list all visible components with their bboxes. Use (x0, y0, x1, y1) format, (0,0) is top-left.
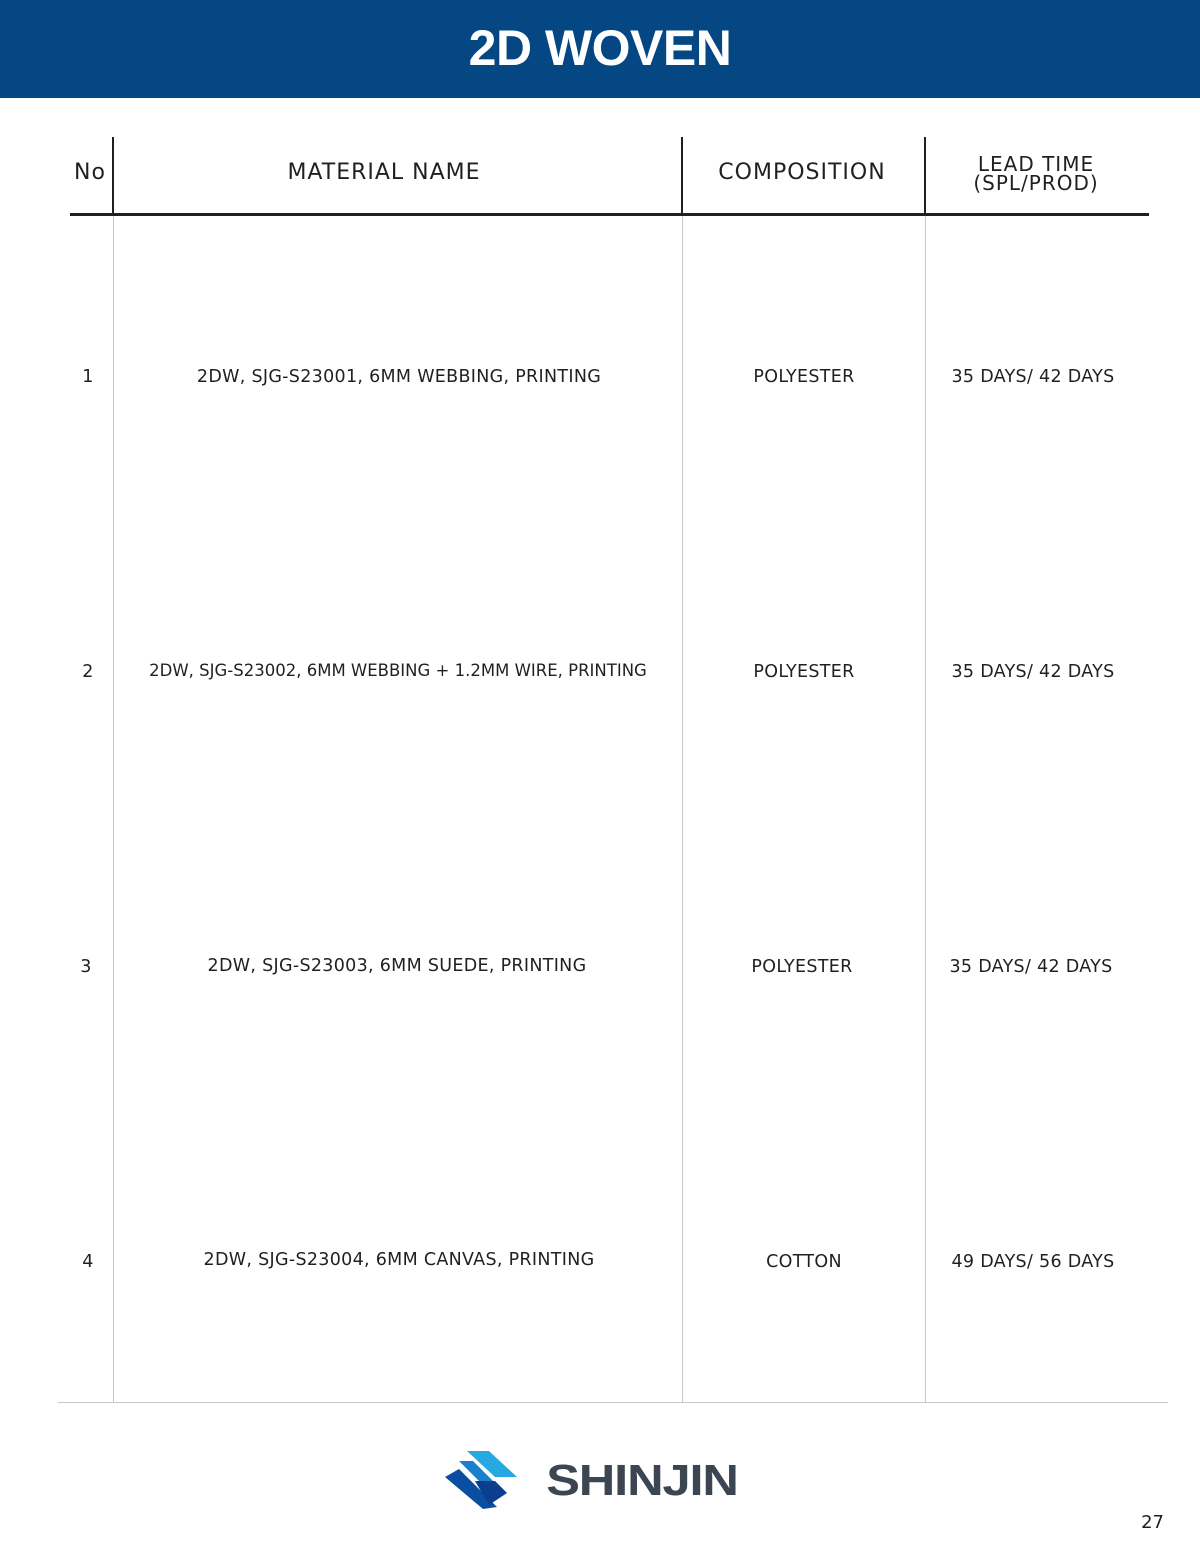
material-name-cell: 2DW, SJG-S23004, 6MM CANVAS, PRINTING (203, 1250, 595, 1270)
header-rule (70, 213, 1149, 216)
row-number: 1 (82, 367, 94, 387)
material-name-cell: 2DW, SJG-S23002, 6MM WEBBING + 1.2MM WIRE, PRINTING (149, 661, 647, 680)
column-header-material-name: MATERIAL NAME (287, 160, 481, 185)
shinjin-logo (445, 1447, 765, 1515)
lead-time-header-line2: (SPL/PROD) (973, 171, 1099, 195)
composition-cell: POLYESTER (753, 662, 855, 682)
material-name-cell: 2DW, SJG-S23001, 6MM WEBBING, PRINTING (196, 367, 602, 387)
lead-time-cell: 35 DAYS/ 42 DAYS (951, 662, 1115, 682)
composition-cell: POLYESTER (751, 957, 853, 977)
logo-wordmark: SHINJIN (546, 1456, 738, 1506)
page-number: 27 (1141, 1512, 1164, 1533)
header-banner (0, 0, 1200, 98)
material-name-cell: 2DW, SJG-S23003, 6MM SUEDE, PRINTING (207, 956, 587, 976)
table-bottom-rule (58, 1402, 1168, 1403)
column-header-lead-time (973, 152, 1099, 195)
row-number: 2 (82, 662, 94, 682)
column-header-composition: COMPOSITION (718, 160, 886, 185)
lead-time-cell: 35 DAYS/ 42 DAYS (951, 367, 1115, 387)
column-divider (113, 216, 114, 1402)
row-number: 4 (82, 1252, 94, 1272)
header-divider (924, 137, 926, 216)
lead-time-header-line1: LEAD TIME (977, 152, 1095, 176)
shinjin-logo-mark-icon (445, 1447, 765, 1511)
page-title: 2D WOVEN (468, 20, 732, 76)
lead-time-cell: 35 DAYS/ 42 DAYS (949, 957, 1113, 977)
header-divider (112, 137, 114, 216)
composition-cell: COTTON (766, 1252, 842, 1272)
composition-cell: POLYESTER (753, 367, 855, 387)
column-divider (682, 216, 683, 1402)
header-divider (681, 137, 683, 216)
row-number: 3 (80, 957, 92, 977)
lead-time-cell: 49 DAYS/ 56 DAYS (951, 1252, 1115, 1272)
column-divider (925, 216, 926, 1402)
column-header-no: No (74, 160, 106, 185)
